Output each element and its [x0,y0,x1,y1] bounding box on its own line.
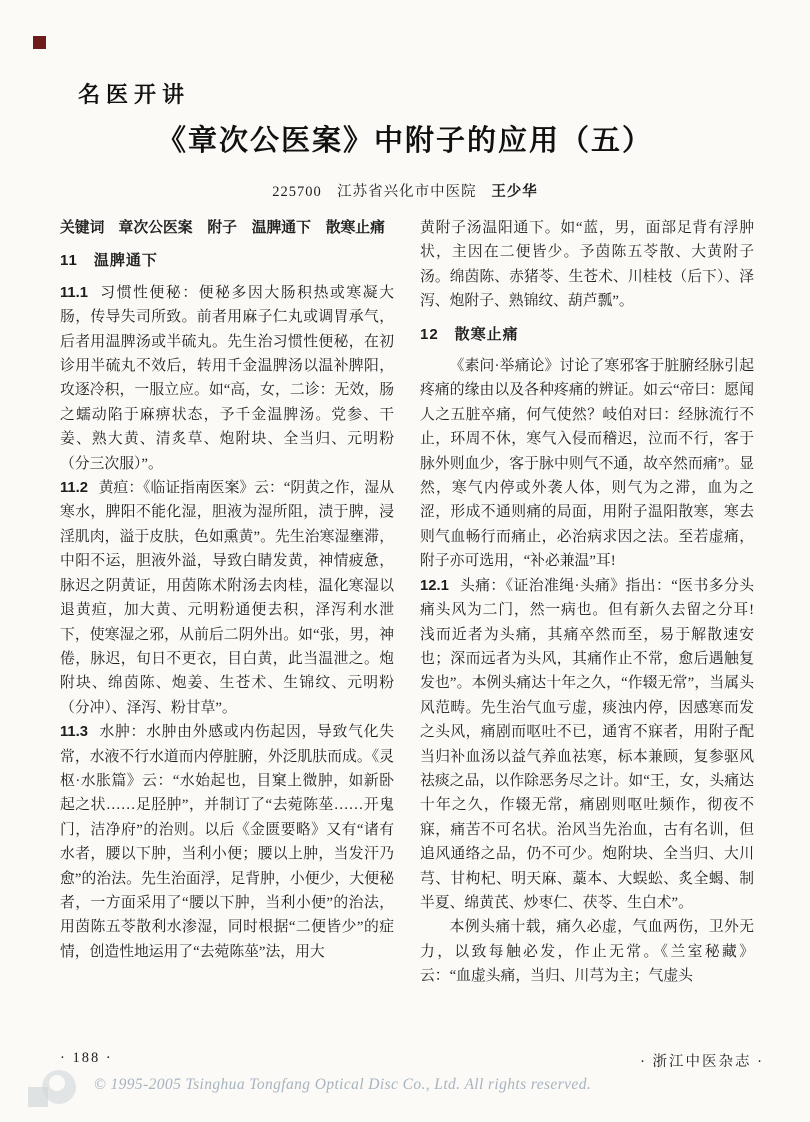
paragraph-11-3-continuation: 黄附子汤温阳通下。如“蓝，男，面部足背有浮肿状，主因在二便皆少。予茵陈五苓散、大黄附子汤。绵茵陈、赤猪苓、生苍术、川桂枝（后下）、泽泻、炮附子、熟锦纹、葫芦瓢”。 [420,220,754,310]
paragraph-11-2 [60,476,394,720]
keywords-label: 关键词 [60,220,105,236]
publisher-logo-icon [42,1070,76,1104]
journal-name: · 浙江中医杂志 · [640,1054,764,1070]
byline-author: 王少华 [491,184,538,200]
byline-location: 225700 江苏省兴化市中医院 [272,184,477,200]
paragraph-text: 水肿：水肿由外感或内伤起因，导致气化失常，水液不行水道而内停脏腑，外泛肌肤而成。《灵枢·水胀篇》云：“水始起也，目窠上微肿，如新卧起之状……足胫肿”，并制订了“去菀陈莝……开鬼门，洁净府”的治则。以后《金匮要略》又有“诸有水者，腰以下肿，当利小便；腰以上肿，当发汗乃愈”的治法。先生治面浮，足背肿，小便少，大便秘者，一方面采用了“腰以下肿，当利小便”的治法，用茵陈五苓散利水渗湿，同时根据“二便皆少”的症情，创造性地运用了“去菀陈莝”法，用大 [60,724,394,960]
section-heading-12: 12 散寒止痛 [420,325,519,343]
copyright-watermark: © 1995-2005 Tsinghua Tongfang Optical Disc Co., Ltd. All rights reserved. [94,1076,592,1093]
column-kicker: 名医开讲 [78,82,191,107]
corner-marker-square [33,36,46,49]
left-column [60,216,394,989]
section-number-11-3: 11.3 [60,724,88,741]
paragraph-11-3 [60,720,394,964]
paragraph-11-1 [60,281,394,476]
section-heading-11: 11 温脾通下 [60,252,158,270]
page-number: · 188 · [60,1050,113,1066]
byline [0,180,810,201]
keywords-line [60,216,394,240]
keywords-terms: 章次公医案 附子 温脾通下 散寒止痛 [118,220,385,236]
section-number-11-1: 11.1 [60,284,88,301]
paragraph-12-1 [420,574,754,916]
section-number-12-1: 12.1 [420,577,449,594]
article-body [60,216,754,989]
paragraph-12-tail: 本例头痛十载，痛久必虚，气血两伤，卫外无力，以致每触必发，作止无常。《兰室秘藏》云：“血虚头痛，当归、川芎为主；气虚头 [420,919,754,985]
paragraph-text: 黄疸：《临证指南医案》云：“阴黄之作，湿从寒水，脾阳不能化湿，胆液为湿所阻，渍于脾，浸淫肌肉，溢于皮肤，色如熏黄”。先生治寒湿壅滞，中阳不运，胆液外溢，导致白睛发黄，神情疲惫，脉迟之阴黄证，用茵陈术附汤去肉桂，温化寒湿以退黄疸，加大黄、元明粉通便去积，泽泻利水泄下，使寒湿之邪，从前后二阴外出。如“张，男，神倦，脉迟，旬日不更衣，目白黄，此当温泄之。炮附块、绵茵陈、炮姜、生苍术、生锦纹、元明粉（分冲）、泽泻、粉甘草”。 [60,480,395,716]
paragraph-12-intro: 《素问·举痛论》讨论了寒邪客于脏腑经脉引起疼痛的缘由以及各种疼痛的辨证。如云“帝曰：愿闻人之五脏卒痛，何气使然？岐伯对曰：经脉流行不止，环周不休，寒气入侵而稽迟，泣而不行，客于脉外则血少，客于脉中则气不通，故卒然而痛”。显然，寒气内停或外袭人体，则气为之滞，血为之涩，形成不通则痛的局面，用附子温阳散寒，寒去则气血畅行而痛止，必治病求因之法。至若虚痛，附子亦可选用，“补必兼温”耳! [420,358,754,570]
section-number-11-2: 11.2 [60,480,88,497]
right-column [420,216,754,989]
article-title: 《章次公医案》中附子的应用（五） [156,125,653,157]
paragraph-text: 头痛：《证治准绳·头痛》指出：“医书多分头痛头风为二门，然一病也。但有新久去留之分耳! 浅而近者为头痛，其痛卒然而至，易于解散速安也；深而远者为头风，其痛作止不常，愈后遇触复发也”。本例头痛达十年之久，“作辍无常”，当属头风范畴。先生治气血亏虚，痰浊内停，因感寒而发之头风，痛剧而呕吐不已，通宵不寐者，用附子配当归补血汤以益气养血祛寒，标本兼顾，复参驱风祛痰之品，以作除恶务尽之计。如“王，女，头痛达十年之久，作辍无常，痛剧则呕吐频作，彻夜不寐，痛苦不可名状。治风当先治血，古有名训，但追风通络之品，仍不可少。炮附块、全当归、大川芎、甘枸杞、明天麻、藁本、大蜈蚣、炙全蝎、制半夏、绵黄芪、炒枣仁、茯苓、生白术”。 [420,577,754,911]
paragraph-text: 习惯性便秘：便秘多因大肠积热或寒凝大肠，传导失司所致。前者用麻子仁丸或调胃承气，后者用温脾汤或半硫丸。先生治习惯性便秘，在初诊用半硫丸不效后，转用千金温脾汤以温补脾阳，攻逐冷积，一服立应。如“高，女，二诊：无效，肠之蠕动陷于麻痹状态，予千金温脾汤。党参、干姜、熟大黄、清炙草、炮附块、全当归、元明粉（分三次服）”。 [60,284,394,472]
